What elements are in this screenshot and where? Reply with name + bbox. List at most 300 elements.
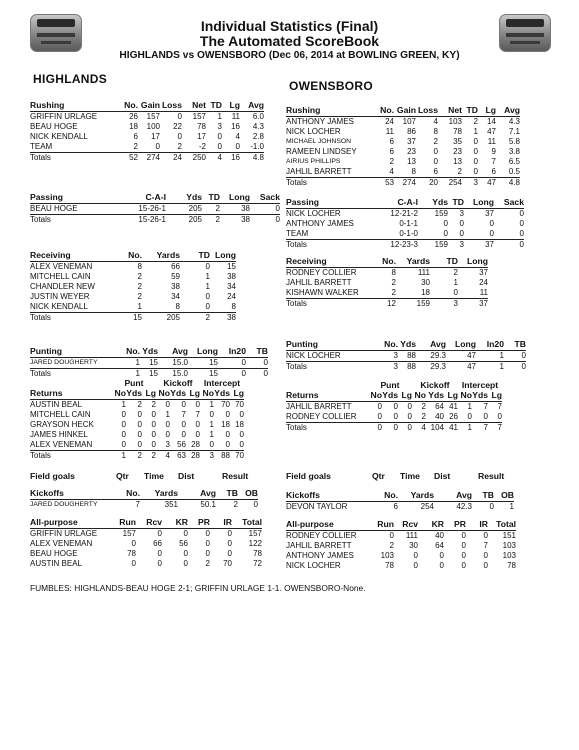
owensboro-returns-table (286, 380, 502, 433)
table-cell: 3 (459, 209, 464, 218)
totals-cell: 37 (479, 299, 488, 308)
table-cell: 38 (171, 282, 180, 291)
table-cell: 88 (407, 351, 416, 360)
header-cell: Returns (286, 390, 319, 400)
totals-cell: Totals (30, 313, 51, 322)
table-cell: 72 (253, 559, 262, 568)
table-row (30, 282, 236, 292)
table-cell: 78 (507, 561, 516, 570)
table-cell: 0 (393, 412, 398, 421)
header-cell: C-A-I (397, 197, 418, 207)
table-row (30, 272, 236, 282)
group-header: Kickoff (420, 380, 450, 390)
header-cell: IR (479, 519, 488, 529)
table-cell: 0 (483, 551, 488, 560)
table-cell: 35 (453, 137, 462, 146)
header-cell: TD (210, 100, 222, 110)
table-cell: 8 (231, 302, 236, 311)
table-cell: 7 (483, 541, 488, 550)
totals-cell: 7 (497, 423, 502, 432)
table-cell: 0 (131, 539, 136, 548)
table-cell: MICHAEL JOHNSON (286, 138, 352, 145)
table-cell: 6.5 (508, 157, 520, 166)
header-cell: Punting (286, 339, 318, 349)
table-cell: 8 (175, 302, 180, 311)
table-cell: 3 (217, 122, 222, 131)
table-cell: 0 (157, 529, 162, 538)
group-header: Intercept (461, 380, 499, 390)
table-cell: MITCHELL CAIN (30, 272, 91, 281)
header-cell: Yds (428, 390, 444, 400)
owensboro-receiving-table (286, 256, 488, 309)
table-cell: 103 (502, 541, 516, 550)
table-cell: 1 (209, 400, 214, 409)
totals-cell: 0 (519, 240, 524, 249)
table-row (30, 500, 258, 510)
totals-row (286, 240, 524, 250)
table-cell: JAMES HINKEL (30, 430, 88, 439)
totals-cell: 3 (209, 451, 214, 460)
table-cell: 70 (223, 559, 232, 568)
table-cell: 24 (479, 278, 488, 287)
totals-cell: 2 (215, 215, 220, 224)
header-row (30, 250, 236, 262)
table-cell: 0 (165, 400, 170, 409)
header-cell: Rcv (146, 517, 162, 527)
table-row (30, 302, 236, 313)
header-cell: Loss (161, 100, 182, 110)
header-cell: TB (256, 346, 268, 356)
totals-row (30, 451, 244, 461)
table-cell: 0 (151, 410, 156, 419)
table-cell: 1 (217, 112, 222, 121)
table-cell: 0 (227, 549, 232, 558)
table-cell: 157 (122, 529, 136, 538)
totals-cell: 15.0 (172, 369, 188, 378)
totals-cell: 47 (467, 362, 476, 371)
header-cell: Net (192, 100, 206, 110)
table-cell: 2 (233, 500, 238, 509)
table-cell: 0 (121, 410, 126, 419)
table-cell: 0 (121, 430, 126, 439)
header-cell: KR (431, 519, 444, 529)
header-cell: Long (215, 250, 236, 260)
header-cell: Avg (172, 346, 188, 356)
table-cell: NICK LOCHER (286, 351, 341, 360)
table-cell: NICK LOCHER (286, 127, 341, 136)
table-cell: 0 (165, 420, 170, 429)
table-row (30, 549, 262, 559)
header-cell: TB (482, 490, 494, 500)
table-cell: 13 (453, 157, 462, 166)
table-cell: 0 (483, 531, 488, 540)
header-cell: Sack (259, 192, 280, 202)
table-cell: 2 (457, 167, 462, 176)
table-cell: JAHLIL BARRETT (286, 541, 352, 550)
table-cell: 30 (409, 541, 418, 550)
page-subtitle: The Automated ScoreBook (199, 33, 380, 49)
table-cell: 9 (491, 147, 496, 156)
header-cell: Lg (189, 388, 200, 398)
header-row (286, 490, 514, 502)
table-cell: 0 (205, 302, 210, 311)
table-cell: 1 (165, 410, 170, 419)
table-cell: 24 (385, 117, 394, 126)
table-cell: CHANDLER NEW (30, 282, 95, 291)
table-cell: 0 (413, 551, 418, 560)
table-cell: 15-26-1 (138, 204, 166, 213)
header-row (30, 517, 262, 529)
table-row (30, 440, 244, 451)
header-cell: Rushing (30, 100, 65, 110)
table-row (286, 117, 520, 127)
table-row (286, 351, 526, 362)
totals-cell: Totals (286, 178, 307, 187)
table-cell: 47 (467, 351, 476, 360)
header-row (286, 390, 502, 402)
table-cell: 7 (195, 410, 200, 419)
header-cell: PR (454, 519, 466, 529)
table-cell: 8 (411, 167, 416, 176)
table-row (286, 288, 488, 299)
table-cell: 23 (407, 147, 416, 156)
header-row (30, 388, 244, 400)
table-cell: 0 (519, 229, 524, 238)
totals-row (286, 362, 526, 372)
header-cell: Qtr (116, 471, 129, 481)
table-cell: 0 (183, 529, 188, 538)
table-row (286, 561, 516, 571)
table-cell: 0 (181, 430, 186, 439)
header-cell: Receiving (30, 250, 71, 260)
group-header: Kickoff (163, 378, 193, 388)
header-cell: Long (467, 256, 488, 266)
table-cell: 8 (433, 127, 438, 136)
header-cell: No. (384, 339, 398, 349)
table-cell: 0-1-1 (399, 219, 418, 228)
totals-cell: 12 (387, 299, 396, 308)
table-cell: 0 (209, 440, 214, 449)
table-cell: 78 (127, 549, 136, 558)
totals-row (30, 153, 264, 163)
table-row (30, 292, 236, 302)
header-cell: KR (175, 517, 188, 527)
totals-cell: 205 (188, 215, 202, 224)
header-cell: Qtr (372, 471, 385, 481)
table-cell: 2 (151, 400, 156, 409)
table-cell: 0 (239, 440, 244, 449)
table-cell: KISHAWN WALKER (286, 288, 359, 297)
totals-cell: 53 (385, 178, 394, 187)
table-cell: 0 (225, 440, 230, 449)
table-cell: 4 (389, 167, 394, 176)
header-cell: Lg (447, 390, 458, 400)
table-cell: 8 (137, 262, 142, 271)
table-cell: 70 (235, 400, 244, 409)
header-cell: No. (126, 488, 140, 498)
highlands-punting-table (30, 346, 268, 379)
totals-row (286, 299, 488, 309)
totals-cell: 63 (177, 451, 186, 460)
totals-cell: 16 (231, 153, 240, 162)
table-cell: 34 (227, 282, 236, 291)
table-cell: 78 (197, 122, 206, 131)
table-cell: 2 (389, 157, 394, 166)
header-cell: Sack (503, 197, 524, 207)
table-row (286, 147, 520, 157)
table-cell: 3 (165, 440, 170, 449)
highlands-rushing-table (30, 100, 264, 163)
table-cell: 3.8 (508, 147, 520, 156)
table-cell: 41 (449, 402, 458, 411)
table-cell: NICK LOCHER (286, 561, 341, 570)
table-row (30, 204, 280, 215)
table-cell: 0 (377, 412, 382, 421)
table-cell: 8 (391, 268, 396, 277)
highlands-allpurpose-table (30, 517, 262, 569)
table-cell: 0 (155, 142, 160, 151)
table-row (30, 132, 264, 142)
table-cell: 37 (407, 137, 416, 146)
header-cell: Receiving (286, 256, 327, 266)
owensboro-passing-table (286, 197, 524, 250)
totals-cell: 254 (448, 178, 462, 187)
table-cell: 254 (420, 502, 434, 511)
totals-cell: 15 (209, 369, 218, 378)
table-cell: ANTHONY JAMES (286, 219, 354, 228)
header-cell: Yds (186, 192, 202, 202)
table-cell: 11 (385, 127, 394, 136)
table-cell: 0 (239, 430, 244, 439)
table-cell: TEAM (30, 142, 53, 151)
totals-cell: 3 (453, 299, 458, 308)
table-cell: 11 (487, 137, 496, 146)
table-cell: 34 (171, 292, 180, 301)
header-cell: Lg (491, 390, 502, 400)
header-row (30, 192, 280, 204)
table-cell: 78 (453, 127, 462, 136)
table-cell: 0 (157, 559, 162, 568)
table-cell: 0 (205, 262, 210, 271)
table-cell: 0 (239, 410, 244, 419)
table-cell: 28 (191, 440, 200, 449)
header-cell: Yds (382, 390, 398, 400)
header-cell: TD (466, 105, 478, 115)
table-cell: 30 (421, 278, 430, 287)
table-cell: 0 (439, 561, 444, 570)
table-cell: 0 (439, 551, 444, 560)
table-cell: 38 (227, 272, 236, 281)
table-cell: 0 (235, 142, 240, 151)
header-cell: TD (198, 250, 210, 260)
table-cell: 0 (225, 410, 230, 419)
totals-cell: 1 (467, 423, 472, 432)
totals-cell: 2 (137, 451, 142, 460)
table-row (30, 539, 262, 549)
table-cell: BEAU HOGE (30, 549, 78, 558)
table-cell: 0 (459, 219, 464, 228)
header-cell: Avg (200, 488, 216, 498)
totals-cell: 88 (221, 451, 230, 460)
table-cell: ALEX VENEMAN (30, 440, 93, 449)
table-cell: 2 (137, 292, 142, 301)
header-cell: Yards (154, 488, 178, 498)
table-row (30, 559, 262, 569)
header-cell: Avg (430, 339, 446, 349)
header-cell: No. (128, 250, 142, 260)
table-cell: 0 (151, 420, 156, 429)
table-cell: 205 (188, 204, 202, 213)
table-cell: 1 (467, 402, 472, 411)
table-cell: 1 (205, 282, 210, 291)
table-cell: 78 (385, 561, 394, 570)
table-cell: 18 (221, 420, 230, 429)
header-cell: Long (197, 346, 218, 356)
table-cell: 38 (241, 204, 250, 213)
table-cell: 4.3 (508, 117, 520, 126)
table-cell: 47 (487, 127, 496, 136)
table-cell: 0 (195, 430, 200, 439)
totals-cell: 7 (483, 423, 488, 432)
header-cell: Kickoffs (30, 488, 64, 498)
table-cell: 7 (491, 157, 496, 166)
totals-cell: 37 (485, 240, 494, 249)
totals-cell: 2 (205, 313, 210, 322)
table-cell: 11 (479, 288, 488, 297)
table-cell: 0 (473, 157, 478, 166)
team-name-owensboro: OWENSBORO (289, 79, 374, 93)
table-cell: 4.3 (252, 122, 264, 131)
header-row (286, 339, 526, 351)
totals-cell: 0 (393, 423, 398, 432)
totals-cell: 52 (129, 153, 138, 162)
totals-cell: 15-26-1 (138, 215, 166, 224)
table-cell: 103 (380, 551, 394, 560)
totals-cell: 0 (407, 423, 412, 432)
table-cell: 26 (449, 412, 458, 421)
table-cell: JAHLIL BARRETT (286, 278, 352, 287)
table-cell: 0 (443, 229, 448, 238)
table-cell: 14 (487, 117, 496, 126)
table-cell: 0 (205, 549, 210, 558)
table-row (30, 430, 244, 440)
table-cell: 0 (253, 500, 258, 509)
totals-cell: 250 (192, 153, 206, 162)
table-cell: TEAM (286, 229, 309, 238)
table-cell: 0 (183, 559, 188, 568)
table-cell: 0 (241, 358, 246, 367)
header-cell: No. (126, 346, 140, 356)
game-info: HIGHLANDS vs OWENSBORO (Dec 06, 2014 at BOWLING GREEN, KY) (119, 50, 460, 61)
header-cell: Yds (432, 197, 448, 207)
totals-cell: 28 (191, 451, 200, 460)
table-cell: 37 (479, 268, 488, 277)
table-cell: 0 (473, 137, 478, 146)
header-cell: In20 (228, 346, 246, 356)
totals-cell: 1 (135, 369, 140, 378)
totals-cell: 24 (173, 153, 182, 162)
table-cell: 11 (231, 112, 240, 121)
totals-cell: 0 (377, 423, 382, 432)
table-cell: 18 (421, 288, 430, 297)
table-cell: 107 (402, 117, 416, 126)
table-cell: GRIFFIN URLAGE (30, 529, 98, 538)
totals-cell: Totals (30, 215, 51, 224)
table-cell: 103 (502, 551, 516, 560)
header-cell: Long (455, 339, 476, 349)
table-cell: 2 (133, 142, 138, 151)
table-row (286, 209, 524, 219)
owensboro-rushing-table (286, 105, 520, 188)
table-cell: 1 (509, 502, 514, 511)
table-cell: 0 (151, 430, 156, 439)
table-cell: AIRIUS PHILLIPS (286, 158, 341, 165)
table-cell: 0 (225, 430, 230, 439)
table-cell: 2.8 (252, 132, 264, 141)
owensboro-fieldgoals-header (286, 471, 538, 481)
header-cell: Result (478, 471, 505, 481)
table-cell: 18 (129, 122, 138, 131)
group-header: Punt (380, 380, 400, 390)
table-cell: 2 (389, 541, 394, 550)
table-cell: 2 (391, 288, 396, 297)
totals-cell: 4 (165, 451, 170, 460)
totals-cell: 2 (151, 451, 156, 460)
owensboro-kickoffs-table (286, 490, 514, 512)
table-row (286, 157, 520, 167)
table-cell: 29.3 (430, 351, 446, 360)
table-row (286, 402, 502, 412)
header-cell: Total (242, 517, 262, 527)
totals-cell: 4 (217, 153, 222, 162)
header-cell: In20 (486, 339, 504, 349)
header-cell: Long (229, 192, 250, 202)
header-cell: Passing (30, 192, 63, 202)
header-cell: All-purpose (30, 517, 78, 527)
table-cell: 0 (467, 412, 472, 421)
table-cell: 2 (215, 204, 220, 213)
table-cell: 0 (473, 167, 478, 176)
header-cell: PR (198, 517, 210, 527)
table-cell: 0 (195, 420, 200, 429)
header-cell: Yds (126, 388, 142, 398)
header-cell: Yds (400, 339, 416, 349)
table-cell: 86 (407, 127, 416, 136)
totals-row (286, 178, 520, 188)
table-cell: RODNEY COLLIER (286, 412, 357, 421)
totals-cell: Totals (30, 153, 51, 162)
table-cell: 6 (133, 132, 138, 141)
table-cell: 0 (131, 559, 136, 568)
table-cell: 2 (137, 400, 142, 409)
totals-cell: Totals (286, 423, 307, 432)
table-cell: 6 (433, 167, 438, 176)
table-cell: 13 (407, 157, 416, 166)
totals-cell: 4.8 (508, 178, 520, 187)
totals-cell: Totals (286, 299, 307, 308)
table-cell: 2 (177, 142, 182, 151)
header-row (30, 488, 258, 500)
header-cell: Yds (142, 346, 158, 356)
table-cell: NICK KENDALL (30, 132, 88, 141)
totals-cell: Totals (286, 362, 307, 371)
totals-cell: 274 (146, 153, 160, 162)
header-row (30, 346, 268, 358)
table-cell: AUSTIN BEAL (30, 559, 83, 568)
table-cell: 0 (461, 531, 466, 540)
table-cell: 5.8 (508, 137, 520, 146)
table-cell: 16 (231, 122, 240, 131)
